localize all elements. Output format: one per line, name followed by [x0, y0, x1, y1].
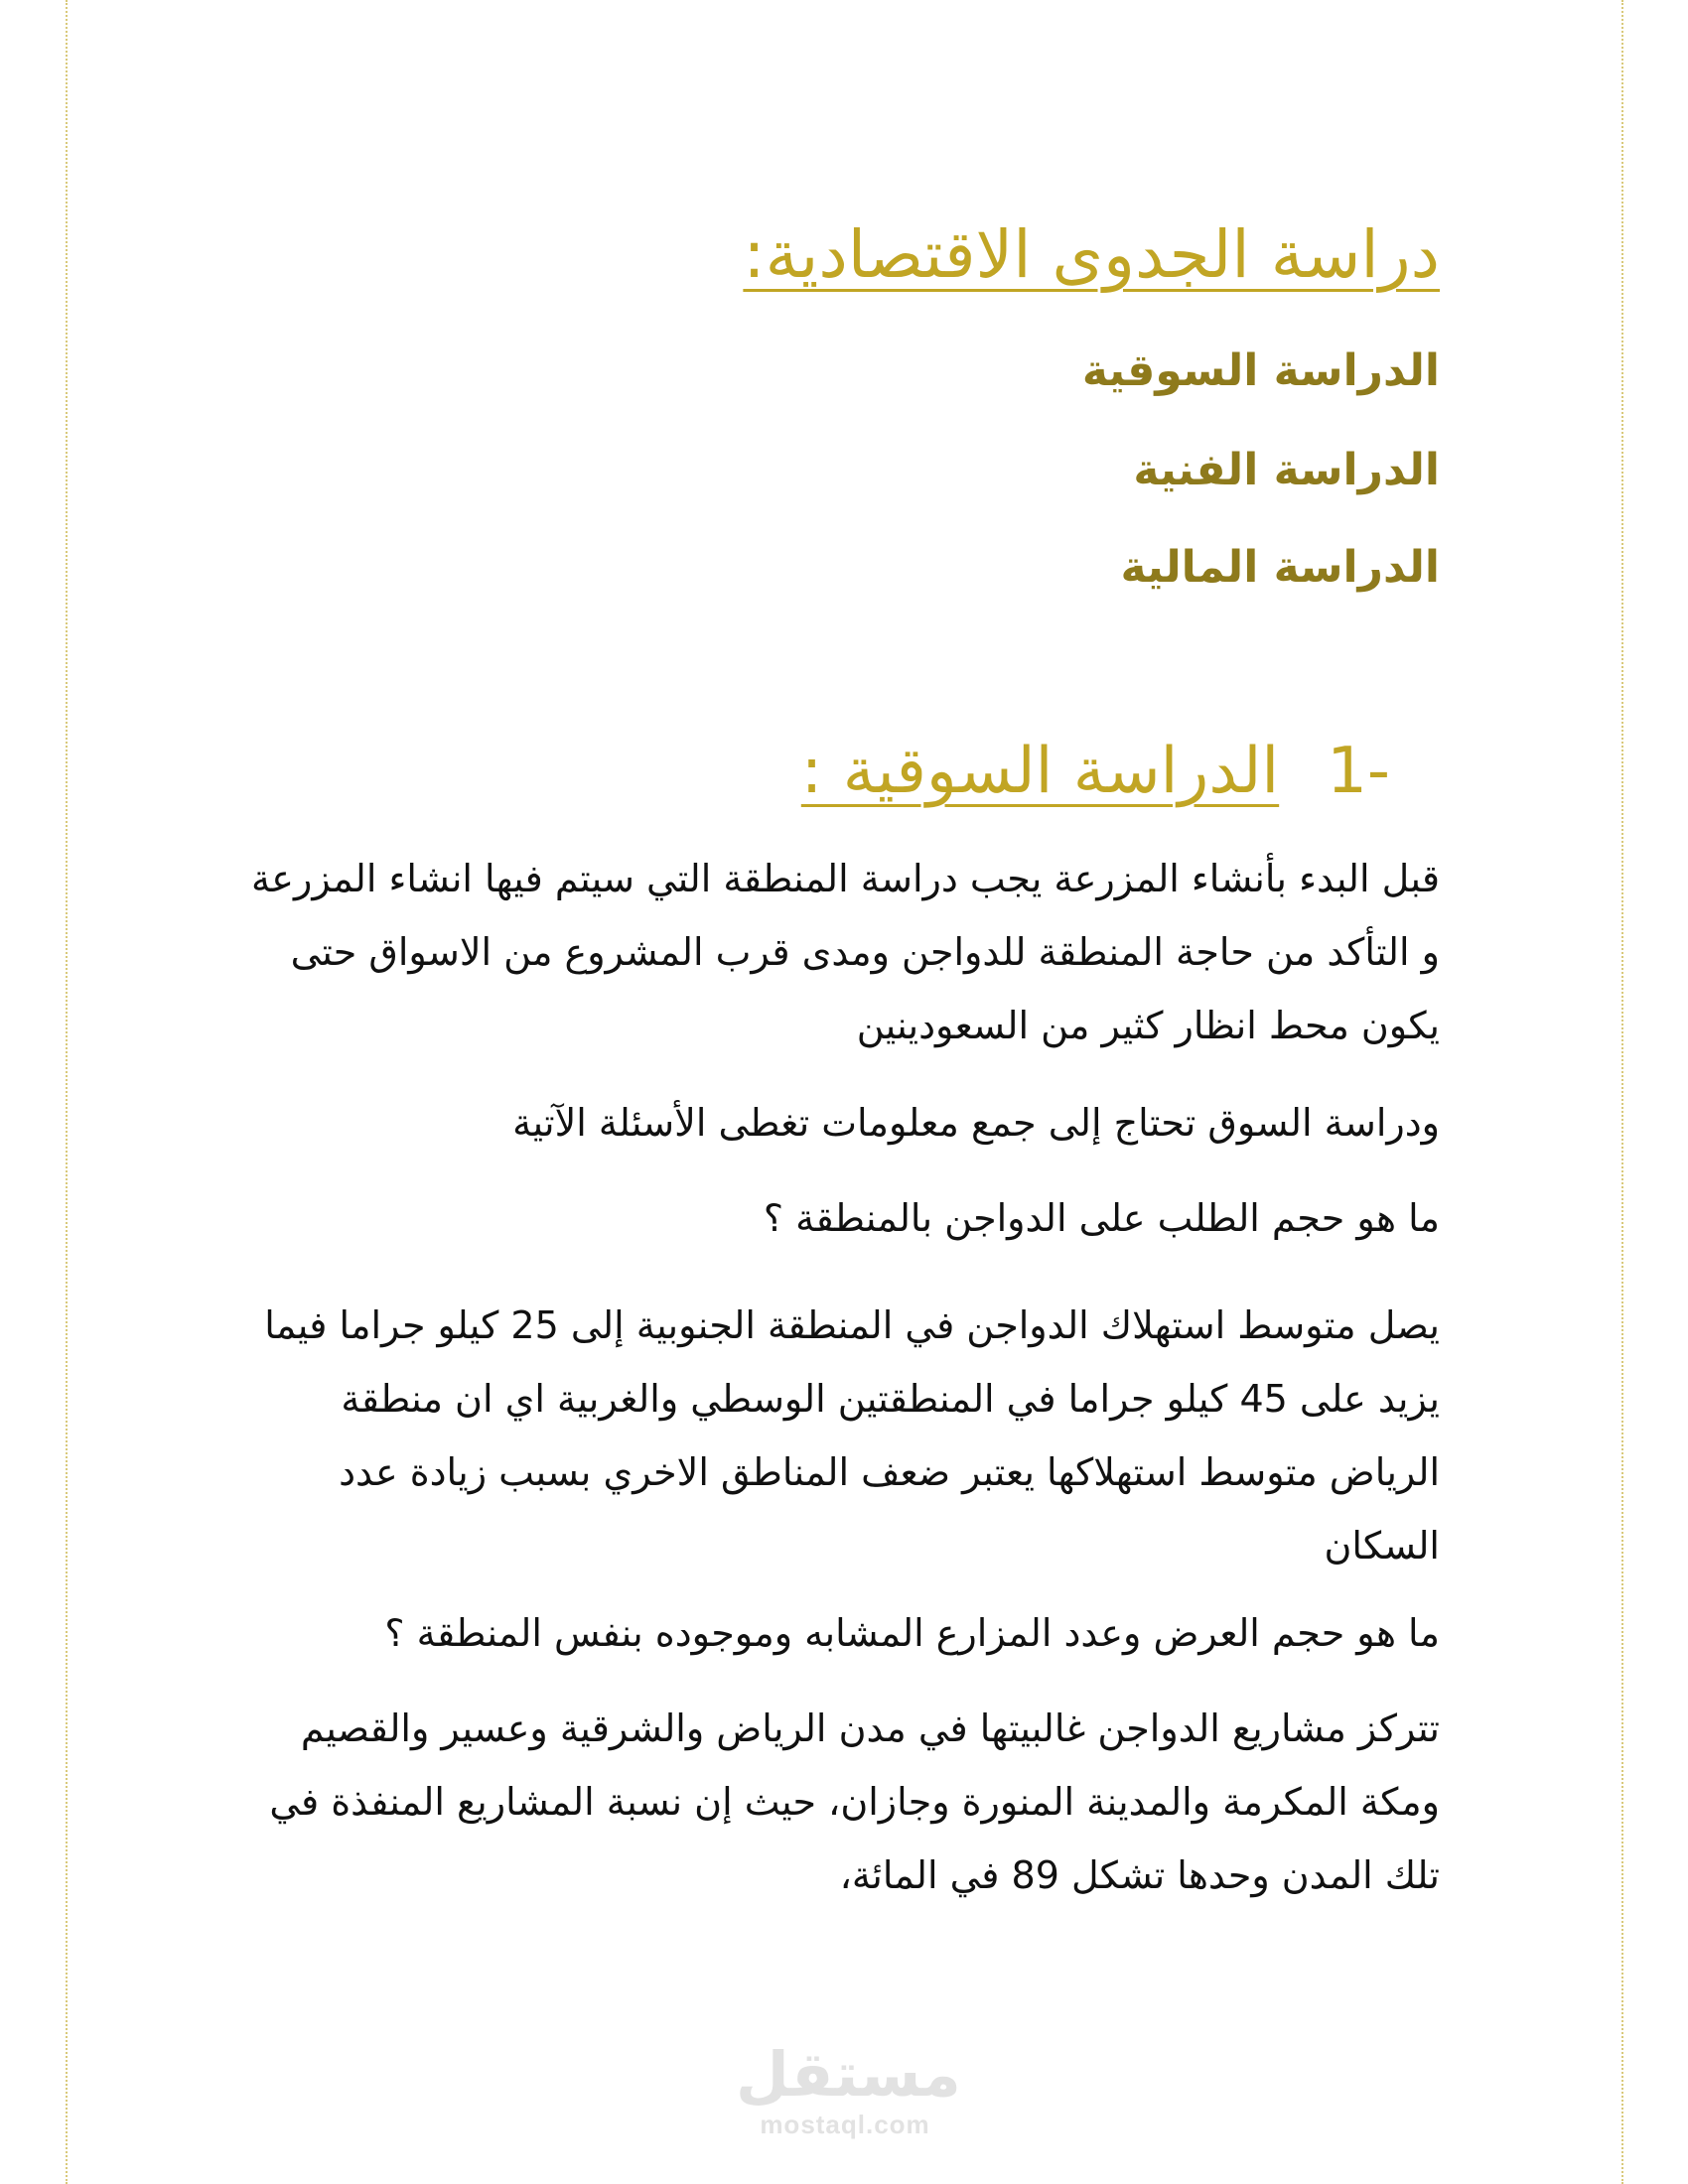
- section-number: -1: [1327, 735, 1390, 808]
- toc-item-market-study: الدراسة السوقية: [1081, 345, 1440, 396]
- page-border-right: [1621, 0, 1623, 2184]
- paragraph-projects: تتركز مشاريع الدواجن غالبيتها في مدن الرياض والشرقية وعسير والقصيم ومكة المكرمة والمدينة المنورة وجازان، حيث إن نسبة المشاريع المنفذة في تلك المدن وحدها تشكل 89 في المائة،: [269, 1706, 1440, 1897]
- paragraph-consumption: يصل متوسط استهلاك الدواجن في المنطقة الجنوبية إلى 25 كيلو جراما فيما يزيد على 45 كيلو جراما في المنطقتين الوسطي والغربية اي ان منطقة الرياض متوسط استهلاكها يعتبر ضعف المناطق الاخري بسبب زيادة عدد السكان: [264, 1303, 1440, 1568]
- question-supply: ما هو حجم العرض وعدد المزارع المشابه وموجوده بنفس المنطقة ؟: [384, 1611, 1440, 1655]
- toc-item-technical-study: الدراسة الفنية: [1133, 445, 1440, 495]
- toc-item-financial-study: الدراسة المالية: [1120, 542, 1440, 593]
- watermark-logo: مستقل: [736, 2038, 961, 2111]
- watermark-url: mostaql.com: [760, 2110, 930, 2139]
- main-title: دراسة الجدوى الاقتصادية:: [743, 216, 1440, 293]
- section-title: الدراسة السوقية :: [800, 735, 1280, 808]
- question-demand: ما هو حجم الطلب على الدواجن بالمنطقة ؟: [763, 1196, 1440, 1240]
- page-border-left: [66, 0, 68, 2184]
- section-heading: [801, 735, 1390, 808]
- paragraph-intro: قبل البدء بأنشاء المزرعة يجب دراسة المنطقة التي سيتم فيها انشاء المزرعة و التأكد من حاجة المنطقة للدواجن ومدى قرب المشروع من الاسواق حتى يكون محط انظار كثير من السعودينين: [250, 857, 1440, 1047]
- paragraph-questions-intro: ودراسة السوق تحتاج إلى جمع معلومات تغطى الأسئلة الآتية: [512, 1101, 1440, 1145]
- watermark: [736, 2038, 961, 2139]
